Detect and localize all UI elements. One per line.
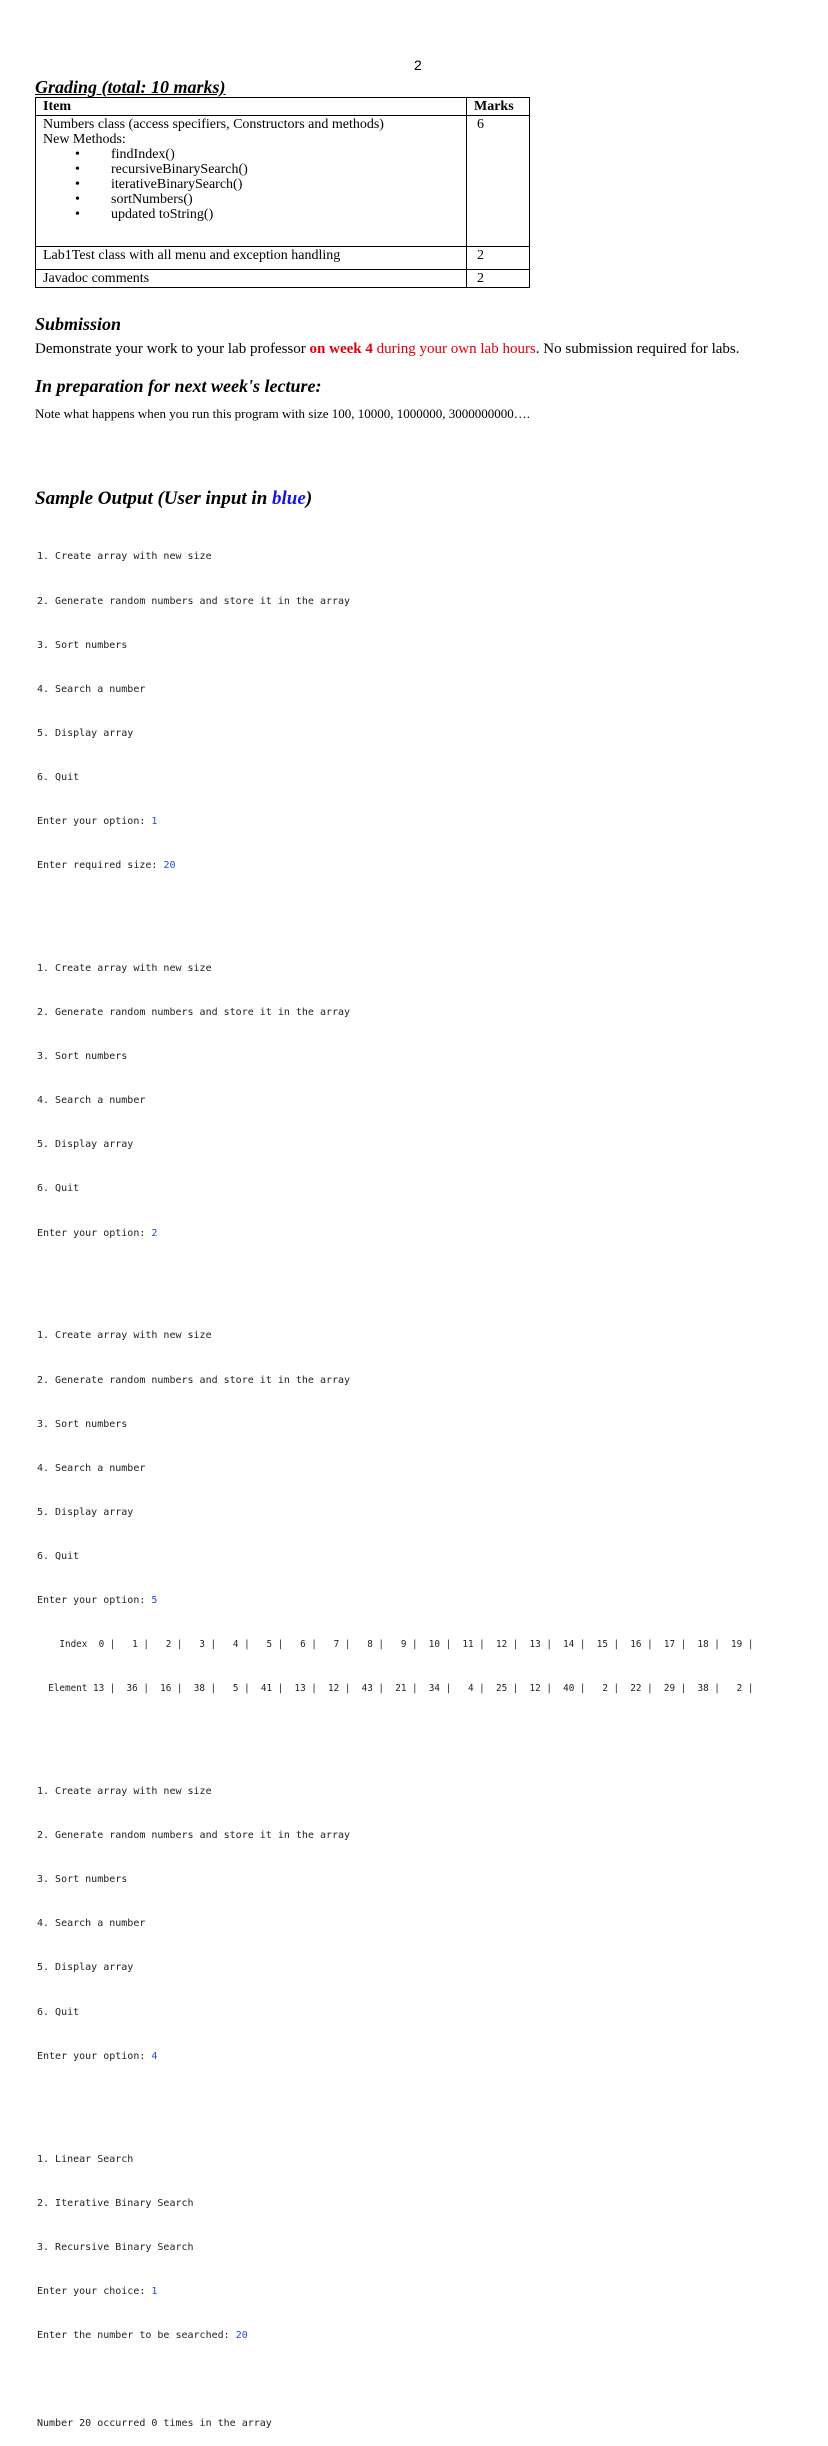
grading-item-cell: Lab1Test class with all menu and exception handling bbox=[36, 247, 467, 270]
menu-item: 4. Search a number bbox=[37, 683, 146, 695]
option-prompt: Enter your option: bbox=[37, 1227, 152, 1239]
menu-item: 6. Quit bbox=[37, 771, 80, 783]
element-row: Element 13 | 36 | 16 | 38 | 5 | 41 | 13 | 12 | 43 | 21 | 34 | 4 | 25 | 12 | 40 | 2 | 22 | 29 | 38 | 2 | bbox=[37, 1683, 754, 1695]
menu-item: 4. Search a number bbox=[37, 1095, 146, 1107]
grading-item-cell: Javadoc comments bbox=[36, 270, 467, 288]
list-item: • sortNumbers() bbox=[43, 192, 459, 207]
menu-item: 1. Create array with new size bbox=[37, 962, 212, 974]
option-prompt-line bbox=[37, 1594, 753, 1609]
list-item: • updated toString() bbox=[43, 207, 459, 222]
search-menu-item: 1. Linear Search bbox=[37, 2153, 134, 2165]
menu-item: 5. Display array bbox=[37, 1506, 134, 1518]
menu-item: 1. Create array with new size bbox=[37, 1330, 212, 1342]
sample-heading-blue: blue bbox=[272, 488, 306, 509]
menu-item: 3. Sort numbers bbox=[37, 1418, 128, 1430]
column-header-marks: Marks bbox=[467, 98, 530, 116]
table-row bbox=[36, 270, 530, 288]
table-header-row bbox=[36, 98, 530, 116]
submission-lab-hours: during your own lab hours bbox=[372, 341, 536, 357]
choice-prompt-line bbox=[37, 2285, 753, 2300]
submission-heading: Submission bbox=[35, 314, 122, 334]
search-prompt-line bbox=[37, 2329, 753, 2344]
new-methods-label: New Methods: bbox=[43, 132, 126, 147]
option-prompt-line bbox=[37, 1227, 753, 1242]
menu-item: 5. Display array bbox=[37, 1962, 134, 1974]
option-prompt-line bbox=[37, 815, 753, 830]
list-item: • findIndex() bbox=[43, 147, 459, 162]
preparation-heading: In preparation for next week's lecture: bbox=[35, 376, 322, 396]
size-prompt-line bbox=[37, 859, 753, 874]
option-prompt: Enter your option: bbox=[37, 2050, 152, 2062]
user-input: 1 bbox=[151, 815, 158, 827]
user-input: 5 bbox=[151, 1594, 158, 1606]
grading-table bbox=[35, 97, 530, 288]
menu-item: 1. Create array with new size bbox=[37, 1786, 212, 1798]
search-menu-item: 2. Iterative Binary Search bbox=[37, 2197, 194, 2209]
menu-item: 3. Sort numbers bbox=[37, 1051, 128, 1063]
menu-item: 1. Create array with new size bbox=[37, 551, 212, 563]
methods-list bbox=[43, 147, 459, 222]
menu-item: 2. Generate random numbers and store it in the array bbox=[37, 1830, 351, 1842]
console-output bbox=[37, 521, 753, 2446]
submission-text-start: Demonstrate your work to your lab professor bbox=[35, 341, 310, 357]
user-input: 4 bbox=[151, 2050, 158, 2062]
option-prompt: Enter your option: bbox=[37, 1594, 152, 1606]
size-prompt: Enter required size: bbox=[37, 860, 164, 872]
menu-item: 2. Generate random numbers and store it in the array bbox=[37, 1374, 351, 1386]
menu-item: 5. Display array bbox=[37, 1139, 134, 1151]
submission-deadline: on week 4 bbox=[309, 341, 373, 357]
sample-heading-end: ) bbox=[305, 488, 313, 509]
list-item: • recursiveBinarySearch() bbox=[43, 162, 459, 177]
grading-item-text: Numbers class (access specifiers, Constructors and methods) bbox=[43, 117, 384, 132]
menu-item: 6. Quit bbox=[37, 2006, 80, 2018]
table-row bbox=[36, 116, 530, 247]
menu-item: 5. Display array bbox=[37, 727, 134, 739]
grading-marks-cell: 6 bbox=[467, 116, 530, 247]
option-prompt-line bbox=[37, 2050, 753, 2065]
choice-prompt: Enter your choice: bbox=[37, 2285, 152, 2297]
search-prompt: Enter the number to be searched: bbox=[37, 2329, 236, 2341]
menu-item: 6. Quit bbox=[37, 1183, 80, 1195]
menu-item: 2. Generate random numbers and store it in the array bbox=[37, 1007, 351, 1019]
user-input: 20 bbox=[163, 860, 176, 872]
option-prompt: Enter your option: bbox=[37, 815, 152, 827]
index-row: Index 0 | 1 | 2 | 3 | 4 | 5 | 6 | 7 | 8 | 9 | 10 | 11 | 12 | 13 | 14 | 15 | 16 | 17 | 18 | 19 | bbox=[37, 1639, 754, 1651]
menu-item: 4. Search a number bbox=[37, 1918, 146, 1930]
submission-text-end: . No submission required for labs. bbox=[535, 341, 740, 357]
grading-heading: Grading (total: 10 marks) bbox=[35, 77, 226, 97]
sample-heading-start: Sample Output (User input in bbox=[35, 488, 273, 509]
menu-item: 6. Quit bbox=[37, 1550, 80, 1562]
menu-item: 3. Sort numbers bbox=[37, 639, 128, 651]
preparation-text: Note what happens when you run this program with size 100, 10000, 1000000, 3000000000…. bbox=[35, 406, 531, 421]
column-header-item: Item bbox=[36, 98, 467, 116]
search-result: Number 20 occurred 0 times in the array bbox=[37, 2418, 272, 2430]
user-input: 1 bbox=[151, 2285, 158, 2297]
list-item: • iterativeBinarySearch() bbox=[43, 177, 459, 192]
search-menu-item: 3. Recursive Binary Search bbox=[37, 2241, 194, 2253]
submission-text bbox=[35, 341, 740, 358]
user-input: 20 bbox=[235, 2329, 248, 2341]
page-number: 2 bbox=[414, 57, 422, 73]
menu-item: 4. Search a number bbox=[37, 1462, 146, 1474]
grading-marks-cell: 2 bbox=[467, 247, 530, 270]
table-row bbox=[36, 247, 530, 270]
sample-output-heading bbox=[35, 488, 312, 510]
grading-marks-cell: 2 bbox=[467, 270, 530, 288]
grading-item-cell bbox=[36, 116, 467, 247]
menu-item: 3. Sort numbers bbox=[37, 1874, 128, 1886]
menu-item: 2. Generate random numbers and store it in the array bbox=[37, 595, 351, 607]
user-input: 2 bbox=[151, 1227, 158, 1239]
